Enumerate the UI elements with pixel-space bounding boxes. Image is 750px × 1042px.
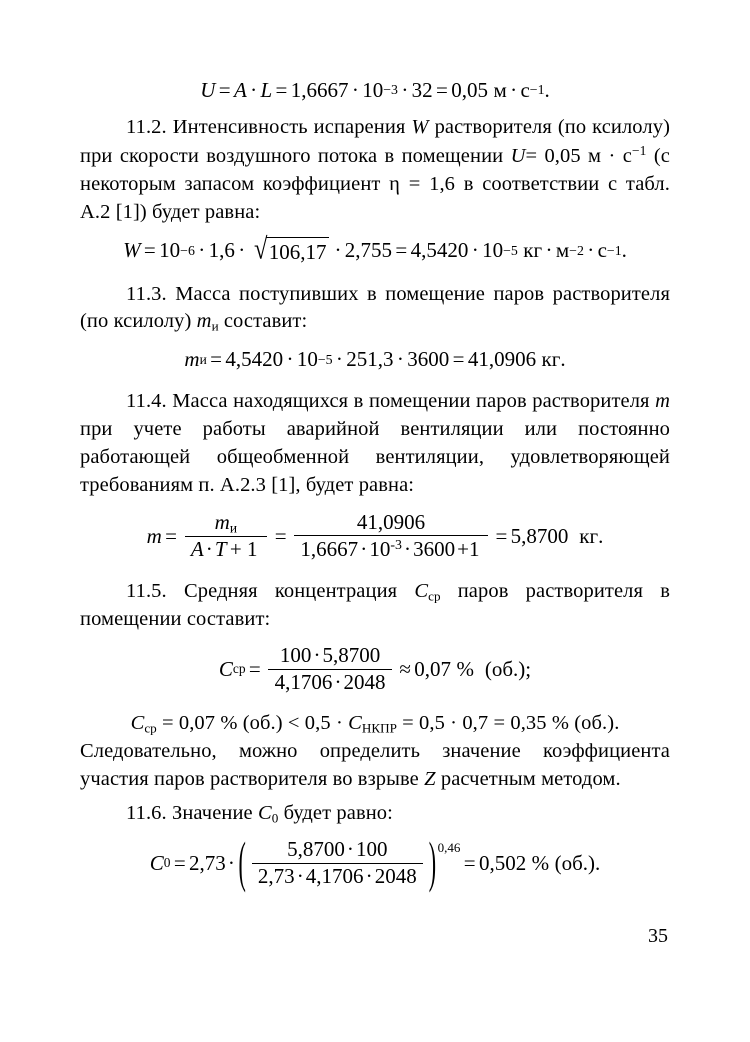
section-11-5-symbol-c: C [414, 579, 429, 602]
eq-csr-den-dot: · [334, 669, 342, 694]
eq-m-fraction-numeric [294, 511, 488, 562]
eq-csr-numerator [274, 644, 387, 669]
equation-c-zero [80, 829, 670, 894]
eq-w-unit-metre: м [555, 238, 570, 263]
section-11-3-symbol-m: m [196, 310, 212, 333]
eq-c0-fraction [252, 838, 423, 888]
comparison-symbol-cn-subscript: НКПР [361, 720, 397, 736]
eq-mi-unit: кг [541, 347, 561, 372]
eq-mi-period: . [560, 347, 566, 372]
eq-w-saturated-pressure: 2,755 [344, 238, 393, 263]
eq-c0-den-a: 2,73 [257, 863, 295, 888]
comparison-text-a: = 0,07 % (об.) < 0,5 · [161, 712, 343, 735]
eq-m-fraction-symbolic-numerator [208, 511, 243, 537]
radical-sign: √ [254, 232, 268, 266]
eq-c0-percent: % [531, 850, 550, 875]
eq-w-dot-6: · [587, 238, 595, 263]
eq-c0-num-b: 100 [356, 837, 388, 862]
section-11-5-symbol-c-subscript: ср [428, 588, 441, 604]
eq-c0-den-c: 2048 [374, 863, 417, 888]
eq-w-unit-kg: кг [523, 238, 543, 263]
eq-csr-num-dot: · [313, 643, 321, 668]
eq-csr-num-a: 100 [279, 643, 312, 668]
section-11-5-text-a: Средняя концентрация [183, 579, 398, 602]
section-11-3-symbol-m-subscript: и [211, 318, 219, 334]
eq-mi-equals-1: = [210, 347, 222, 372]
eq-w-ten: 10 [159, 238, 181, 263]
eq-m-lhs: m [146, 523, 162, 548]
eq-m-equals-1: = [165, 523, 177, 548]
equation-mass-present [80, 511, 670, 562]
eq-m-den-t: T [214, 537, 227, 562]
eq-w-radicand: 106,17 [266, 237, 328, 264]
page-content [80, 78, 670, 894]
section-11-3-text-b: составит: [223, 310, 308, 333]
eq-u-equals-2: = [275, 78, 288, 102]
eq-u-l: L [260, 78, 273, 102]
eq-m-equals-2: = [274, 523, 287, 548]
eq-u-dot-1: · [250, 78, 258, 102]
section-11-4-paragraph [80, 388, 670, 499]
section-11-6-symbol-c: C [258, 801, 272, 824]
eq-mi-dot-2: · [335, 347, 343, 372]
square-root-icon [251, 232, 328, 266]
equation-u [80, 78, 670, 103]
eq-mi-lhs-subscript: и [199, 351, 207, 367]
eq-m-num-subscript: и [229, 520, 238, 536]
eq-mi-equals-2: = [452, 347, 465, 372]
eq-c0-denominator [252, 863, 423, 889]
section-11-4-symbol-m: m [655, 390, 670, 413]
eq-mi-exponent: −5 [317, 351, 333, 367]
eq-u-a: A [233, 78, 247, 102]
eq-c0-dot: · [227, 850, 235, 875]
eq-u-dot-2: · [351, 78, 359, 102]
section-11-5-paragraph [80, 578, 670, 634]
section-11-2-number: 11.2. [126, 116, 167, 139]
eq-w-dot-2: · [238, 238, 246, 263]
eq-w-equals-1: = [143, 238, 156, 263]
eq-mi-dot-3: · [396, 347, 404, 372]
section-11-6-text-a: Значение [171, 801, 253, 824]
eq-u-unit-second-exponent: −1 [529, 82, 545, 98]
eq-c0-den-dot-2: · [365, 863, 373, 888]
section-11-2-u-exponent: −1 [631, 142, 647, 158]
section-11-6-number: 11.6. [126, 801, 167, 824]
eq-m-unit: кг [579, 523, 599, 548]
eq-u-coefficient: 1,6667 [290, 78, 349, 102]
eq-c0-equals-1: = [173, 850, 186, 875]
eq-m-den2-a: 1,6667 [300, 537, 359, 562]
section-11-6-paragraph [80, 800, 670, 828]
eq-u-factor: 32 [411, 78, 433, 102]
eq-c0-den-b: 4,1706 [305, 863, 364, 888]
eq-w-dot-1: · [198, 238, 206, 263]
eq-c0-lhs: C [149, 850, 164, 875]
comparison-symbol-cn: C [348, 712, 362, 735]
eq-csr-result: 0,07 [414, 656, 452, 681]
eq-u-dot-4: · [510, 78, 518, 102]
eq-csr-num-b: 5,8700 [322, 643, 381, 668]
eq-mi-lhs: m [184, 347, 200, 372]
eq-m-fraction-symbolic [185, 511, 268, 562]
section-11-2-symbol-u: U [510, 144, 526, 167]
eq-w-unit-metre-exponent: −2 [569, 242, 584, 258]
section-11-4-number: 11.4. [126, 390, 167, 413]
eq-u-unit-metre: м [493, 78, 507, 102]
eq-w-unit-second-exponent: −1 [606, 242, 622, 258]
eq-m-fraction-symbolic-denominator [185, 536, 268, 562]
eq-m-den-plus-one: + 1 [229, 537, 258, 562]
eq-u-lhs: U [200, 78, 216, 102]
eq-w-exponent-2: −5 [503, 242, 518, 258]
eq-m-den-a: A [190, 537, 204, 562]
eq-w-lhs: W [123, 238, 141, 263]
eq-m-num-symbol: m [214, 509, 230, 534]
eq-mi-dot-1: · [286, 347, 294, 372]
eq-c0-num-dot: · [346, 837, 354, 862]
eq-c0-volume-note: (об.). [554, 850, 601, 875]
conclusion-text-c: Следовательно, можно определить значение коэффициента участия паров растворителя во взрыве [80, 740, 670, 790]
section-11-3-text-a: Масса поступивших в помещение паров растворителя (по ксилолу) [80, 282, 670, 333]
equation-w [80, 232, 670, 266]
eq-csr-den-b: 2048 [343, 669, 386, 694]
comparison-line [80, 710, 670, 738]
eq-csr-approx: ≈ [399, 656, 411, 681]
eq-u-equals-1: = [218, 78, 231, 102]
eq-m-period: . [598, 523, 604, 548]
eq-u-unit-second: с [520, 78, 530, 102]
conclusion-symbol-z: Z [424, 767, 436, 790]
section-11-2-text-d: (с некоторым запасом коэффициент η = 1,6 в соответствии с табл. А.2 [1]) будет равна: [80, 144, 670, 223]
eq-c0-lhs-subscript: 0 [163, 855, 171, 871]
section-11-2-text-b: растворителя (по ксилолу) при скорости воздушного потока в помещении [80, 116, 670, 167]
eq-u-equals-3: = [436, 78, 448, 102]
paren-close-icon: ) [428, 829, 437, 894]
eq-u-exponent: −3 [383, 82, 398, 98]
eq-c0-coefficient: 2,73 [189, 850, 226, 875]
eq-w-ten-2: 10 [482, 238, 504, 263]
eq-w-dot-4: · [471, 238, 479, 263]
equation-average-concentration [80, 644, 670, 694]
eq-csr-den-a: 4,1706 [274, 669, 333, 694]
eq-m-fraction-numeric-numerator: 41,0906 [356, 509, 426, 534]
eq-u-result: 0,05 [451, 78, 488, 102]
eq-mi-result: 41,0906 [467, 347, 537, 372]
eq-csr-denominator [268, 669, 392, 695]
comparison-symbol-c-subscript: ср [144, 720, 157, 736]
eq-mi-w-value: 4,5420 [225, 347, 284, 372]
eq-c0-numerator [281, 838, 394, 863]
section-11-6-symbol-c-subscript: 0 [271, 810, 279, 825]
section-11-4-text-a: Масса находящихся в помещении паров растворителя [172, 390, 650, 413]
eq-csr-volume-note: (об.); [484, 656, 532, 681]
eq-mi-area: 251,3 [346, 347, 394, 372]
eq-c0-num-a: 5,8700 [287, 837, 345, 862]
eq-m-fraction-numeric-denominator [294, 535, 488, 562]
section-11-2-paragraph [80, 114, 670, 226]
eq-w-eta-coefficient: 1,6 [208, 238, 235, 263]
section-11-2-text-c: = 0,05 м · с [525, 144, 632, 167]
section-11-6-text-b: будет равно: [283, 801, 393, 824]
eq-m-den2-time: 3600 [413, 537, 456, 562]
eq-m-den2-exponent: -3 [390, 537, 402, 553]
eq-csr-percent: % [456, 656, 474, 681]
eq-csr-lhs-subscript: ср [232, 661, 246, 677]
eq-csr-fraction [268, 644, 392, 694]
conclusion-paragraph [80, 738, 670, 794]
comparison-symbol-c: C [130, 712, 145, 735]
equation-mass-incoming [80, 347, 670, 372]
section-11-3-number: 11.3. [126, 282, 167, 305]
eq-m-equals-3: = [495, 523, 508, 548]
eq-u-period: . [544, 78, 550, 102]
section-11-5-text-b: паров растворителя в помещении составит: [80, 579, 670, 630]
eq-w-unit-second: с [597, 238, 607, 263]
eq-u-ten: 10 [362, 78, 384, 102]
eq-m-den2-plus-one: +1 [457, 537, 480, 562]
eq-w-exponent: −6 [180, 242, 195, 258]
eq-c0-equals-2: = [463, 850, 476, 875]
paren-open-icon: ( [238, 829, 246, 894]
eq-c0-den-dot-1: · [296, 863, 304, 888]
eq-c0-exponent: 0,46 [437, 839, 461, 855]
page-number: 35 [648, 925, 668, 947]
eq-m-result: 5,8700 [510, 523, 569, 548]
section-11-4-text-b: при учете работы аварийной вентиляции или постоянно работающей общеобменной вентиляции, удовлетворяющей требованиям п. А.2.3 [1], будет равна: [80, 418, 670, 496]
eq-mi-time: 3600 [407, 347, 450, 372]
eq-w-dot-3: · [334, 238, 342, 263]
eq-w-result: 4,5420 [410, 238, 469, 263]
eq-csr-lhs: C [218, 656, 233, 681]
eq-c0-result: 0,502 [478, 850, 527, 875]
comparison-text-b: = 0,5 · 0,7 = 0,35 % (об.). [402, 712, 620, 735]
eq-m-den2-dot-2: · [403, 537, 411, 562]
section-11-3-paragraph [80, 281, 670, 337]
eq-c0-parenthesized-power [237, 829, 461, 894]
eq-m-den2-dot-1: · [360, 537, 368, 562]
section-11-2-text-a: Интенсивность испарения [172, 116, 406, 139]
eq-m-den-dot: · [205, 537, 213, 562]
eq-mi-ten: 10 [296, 347, 318, 372]
eq-m-den2-ten: 10 [369, 537, 391, 562]
eq-w-dot-5: · [545, 238, 553, 263]
section-11-2-symbol-w: W [411, 116, 429, 139]
eq-w-period: . [621, 238, 627, 263]
section-11-5-number: 11.5. [126, 579, 167, 602]
eq-w-equals-2: = [395, 238, 408, 263]
eq-u-dot-3: · [401, 78, 409, 102]
eq-csr-equals: = [248, 656, 261, 681]
conclusion-text-d: расчетным методом. [440, 767, 621, 790]
